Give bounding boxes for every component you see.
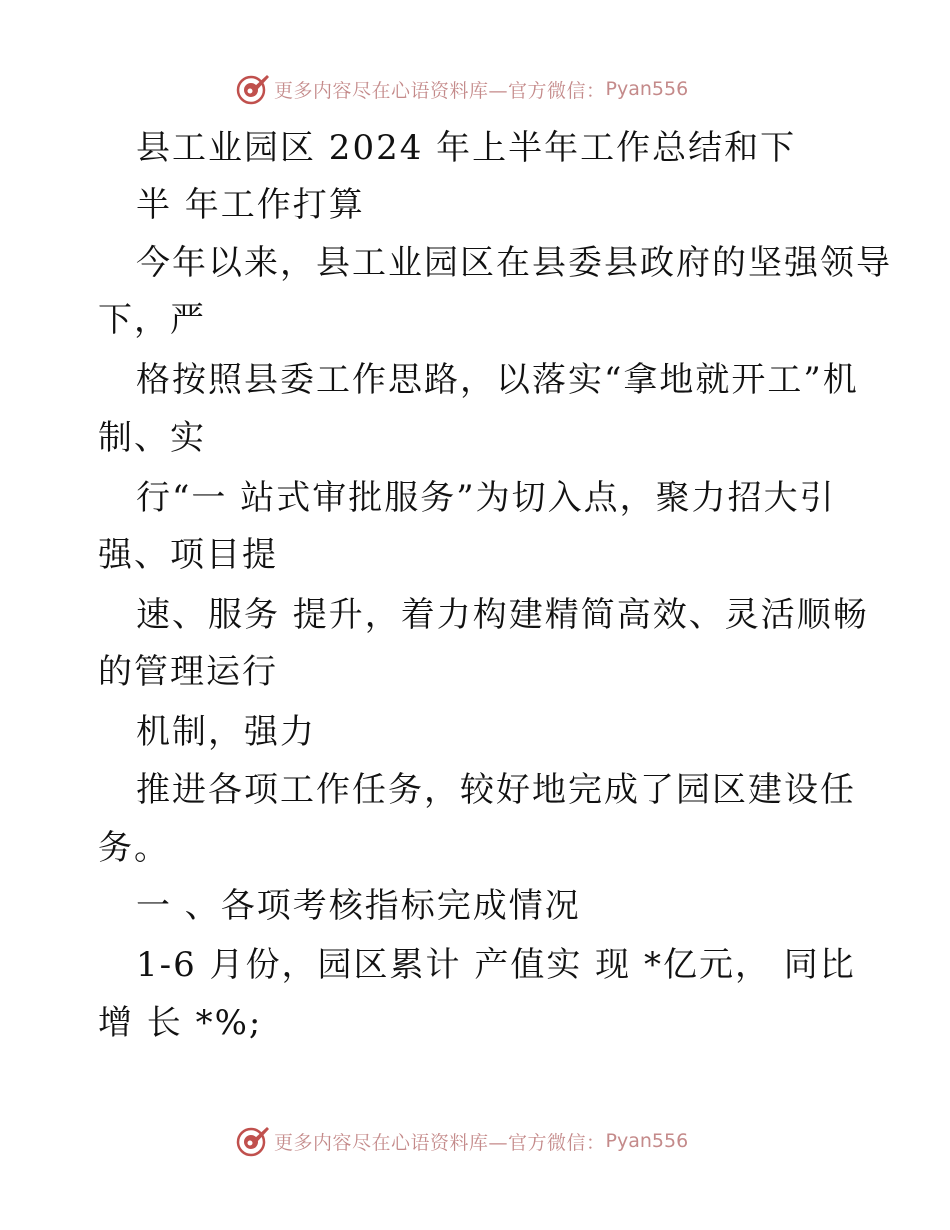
paragraph-line: 务。 — [98, 828, 170, 868]
paragraph-line: 机制，强力 — [136, 712, 316, 752]
paragraph-line: 制、实 — [98, 418, 206, 458]
paragraph-line: 格按照县委工作思路，以落实“拿地就开工”机 — [136, 360, 859, 400]
watermark-site-text: 更多内容尽在心语资料库 — [274, 1131, 489, 1154]
paragraph-line: 今年以来，县工业园区在县委县政府的坚强领导 — [136, 243, 892, 283]
pen-circle-logo-icon — [236, 72, 270, 106]
watermark-site-text: 更多内容尽在心语资料库 — [274, 79, 489, 102]
paragraph-line: 下，严 — [98, 300, 206, 340]
paragraph-line: 推进各项工作任务，较好地完成了园区建设任 — [136, 770, 856, 810]
paragraph-line: 1-6 月份，园区累计 产值实 现 *亿元， 同比 — [136, 945, 856, 985]
paragraph-line: 强、项目提 — [98, 535, 278, 575]
paragraph-line: 增 长 *%; — [98, 1003, 263, 1043]
watermark-wechat-text: —官方微信： — [488, 1131, 606, 1154]
footer-watermark — [236, 1124, 688, 1158]
header-watermark — [236, 72, 688, 106]
watermark-wechat-id: Pyan556 — [605, 1130, 689, 1152]
section-heading: 一 、各项考核指标完成情况 — [136, 886, 581, 926]
paragraph-line: 速、服务 提升，着力构建精简高效、灵活顺畅 — [136, 595, 869, 635]
watermark-wechat-id: Pyan556 — [605, 78, 689, 100]
watermark-wechat-text: —官方微信： — [488, 79, 606, 102]
paragraph-line: 行“一 站式审批服务”为切入点，聚力招大引 — [136, 478, 836, 518]
pen-circle-logo-icon — [236, 1124, 270, 1158]
doc-title-line-2: 半 年工作打算 — [136, 185, 365, 225]
doc-title-line-1: 县工业园区 2024 年上半年工作总结和下 — [136, 128, 797, 168]
paragraph-line: 的管理运行 — [98, 652, 278, 692]
